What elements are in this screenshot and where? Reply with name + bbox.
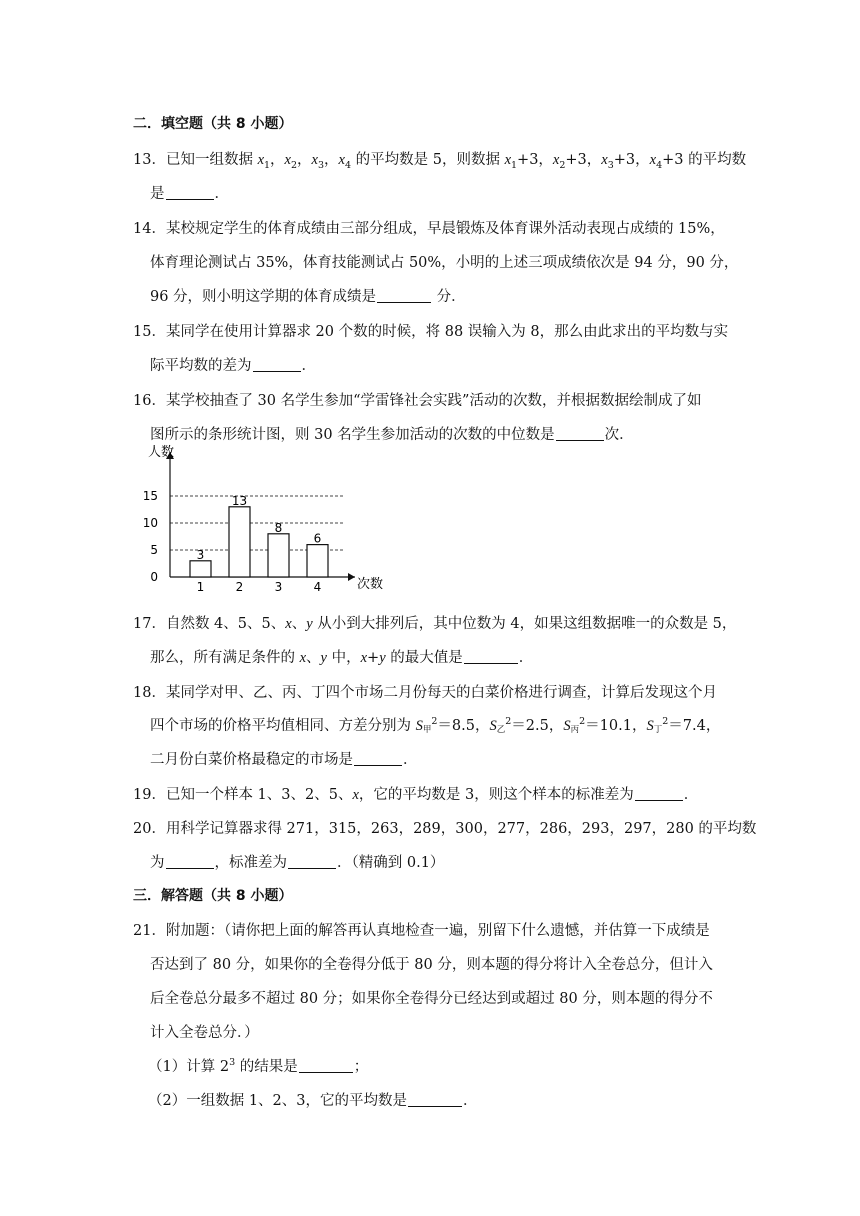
var-x: x	[284, 152, 291, 168]
question-13	[133, 148, 747, 171]
q17-text: 17．自然数 4、5、5、	[133, 616, 286, 632]
q16-text: 图所示的条形统计图，则 30 名学生参加活动的次数的中位数是	[150, 427, 555, 443]
section-heading-answer: 三．解答题（共 8 小题）	[133, 888, 293, 904]
var-x: x	[338, 152, 345, 168]
var-x: x	[257, 152, 264, 168]
section-heading-fill-in: 二．填空题（共 8 小题）	[133, 116, 293, 132]
answer-blank[interactable]	[166, 185, 214, 201]
q16-text: 次．	[604, 427, 634, 443]
bar-chart	[140, 440, 400, 600]
q18-text: 二月份白菜价格最稳定的市场是	[150, 752, 353, 768]
var-x: x	[504, 152, 511, 168]
question-21-part2	[148, 1089, 748, 1110]
q13-text: 是	[150, 186, 165, 202]
bar-value-label: 8	[274, 520, 283, 535]
variance-value: ＝7.4，	[668, 718, 721, 734]
period: ．	[683, 787, 699, 803]
q13-text: 已知一组数据	[165, 152, 258, 168]
question-20-line2	[150, 851, 750, 872]
question-13-line2	[150, 182, 750, 203]
var-y: y	[320, 650, 327, 666]
variance-value: ＝8.5，	[437, 718, 490, 734]
question-21-line3: 后全卷总分最多不超过 80 分；如果你全卷得分已经达到或超过 80 分，则本题的得分不	[150, 991, 713, 1007]
subscript: 4	[656, 159, 663, 171]
bar-value-label: 6	[313, 531, 322, 546]
answer-blank[interactable]	[377, 288, 431, 304]
question-18-line3	[150, 748, 750, 769]
var-x: x	[285, 616, 292, 632]
var-x: x	[601, 152, 608, 168]
subscript-bing: 丙	[570, 725, 580, 735]
var-y: y	[379, 650, 386, 666]
question-14-line3	[150, 285, 750, 306]
answer-blank[interactable]	[253, 357, 301, 373]
q14-text: 96 分，则小明这学期的体育成绩是	[150, 289, 377, 305]
question-17-line2	[150, 646, 750, 667]
q20-text: ．（精确到 0.1）	[337, 855, 445, 871]
subscript: 3	[607, 159, 614, 171]
y-tick-label: 0	[150, 570, 158, 584]
question-14-line2: 体育理论测试占 35%，体育技能测试占 50%，小明的上述三项成绩依次是 94 分，90 分，	[150, 255, 739, 271]
plus-three: +3	[565, 152, 587, 168]
plus-three: +3	[662, 152, 684, 168]
answer-blank-stddev[interactable]	[288, 854, 336, 870]
question-15-line2	[150, 354, 750, 375]
answer-blank[interactable]	[408, 1092, 462, 1108]
q17-text: 那么，所有满足条件的	[150, 650, 300, 666]
question-20-line1: 20．用科学记算器求得 271，315，263，289，300，277，286，293，297，280 的平均数	[133, 821, 757, 837]
question-21-line4: 计入全卷总分．）	[150, 1025, 259, 1041]
comma: ，	[324, 152, 339, 168]
answer-blank[interactable]	[556, 426, 604, 442]
y-tick-label: 15	[142, 489, 158, 503]
answer-blank[interactable]	[354, 751, 402, 767]
q17-text: 从小到大排列后，其中位数为 4，如果这组数据唯一的众数是 5，	[312, 616, 737, 632]
subscript: 3	[317, 159, 325, 171]
comma: ，	[270, 152, 285, 168]
bar	[307, 545, 328, 577]
bar	[229, 507, 250, 577]
var-y: y	[306, 616, 313, 632]
x-axis-arrow-icon	[348, 573, 355, 581]
question-17-line1	[133, 612, 737, 633]
plus-three: +3	[517, 152, 539, 168]
plus-three: +3	[613, 152, 636, 168]
subscript-jia: 甲	[422, 725, 432, 735]
var-x: x	[352, 787, 359, 803]
subscript: 2	[290, 159, 298, 171]
variance-value: ＝2.5，	[511, 718, 564, 734]
x-axis-label: 次数	[357, 577, 384, 592]
plus-sign: +	[367, 650, 380, 666]
comma: ，	[538, 152, 553, 168]
period: ．	[463, 1093, 478, 1109]
answer-blank[interactable]	[635, 786, 683, 802]
x-tick-label: 4	[313, 580, 322, 594]
question-15-line1: 15．某同学在使用计算器求 20 个数的时候，将 88 误输入为 8，那么由此求出的平均数与实	[133, 324, 729, 340]
q21-text: （2）一组数据 1、2、3，它的平均数是	[148, 1093, 408, 1109]
x-tick-label: 3	[274, 580, 283, 594]
superscript: 2	[579, 716, 586, 728]
superscript: 2	[431, 716, 438, 728]
bar	[268, 534, 289, 577]
superscript: 2	[505, 716, 512, 728]
bar-value-label: 13	[231, 493, 248, 508]
q21-text: 的结果是	[235, 1059, 298, 1075]
q20-text: 为	[150, 855, 165, 871]
bar	[190, 561, 211, 577]
question-19	[133, 783, 733, 804]
subscript-ding: 丁	[653, 725, 663, 735]
separator: 、	[306, 650, 321, 666]
comma: ，	[297, 152, 312, 168]
subscript-yi: 乙	[496, 725, 506, 735]
var-x: x	[552, 152, 560, 168]
question-21-part1	[148, 1055, 748, 1076]
period: ．	[214, 186, 229, 202]
var-s: S	[646, 718, 654, 734]
semicolon: ；	[353, 1059, 369, 1075]
period: ．	[301, 358, 316, 374]
question-14-line1: 14．某校规定学生的体育成绩由三部分组成，早晨锻炼及体育课外活动表现占成绩的 15%，	[133, 221, 725, 237]
var-s: S	[489, 718, 497, 734]
period: ．	[518, 650, 534, 666]
q18-text: 四个市场的价格平均值相同、方差分别为	[150, 718, 416, 734]
x-tick-label: 2	[235, 580, 244, 594]
q13-text: 的平均数	[683, 152, 747, 168]
y-axis-label: 人数	[148, 445, 175, 460]
question-16-line1: 16．某学校抽查了 30 名学生参加“学雷锋社会实践”活动的次数，并根据数据绘制成了如	[133, 393, 702, 409]
question-21-line2: 否达到了 80 分，如果你的全卷得分低于 80 分，则本题的得分将计入全卷总分，但计入	[150, 957, 713, 973]
bar-value-label: 3	[196, 547, 205, 562]
answer-blank-mean[interactable]	[166, 854, 214, 870]
q21-text: （1）计算 2	[148, 1059, 230, 1075]
q13-number: 13．	[133, 152, 166, 168]
question-21-line1: 21．附加题：（请你把上面的解答再认真地检查一遍，别留下什么遗憾，并估算一下成绩是	[133, 923, 710, 939]
subscript: 2	[559, 159, 566, 171]
period: ．	[403, 752, 418, 768]
q14-text: 分．	[432, 289, 466, 305]
var-x: x	[299, 650, 307, 666]
comma: ，	[635, 152, 650, 168]
var-x: x	[649, 152, 657, 168]
var-s: S	[415, 718, 423, 734]
var-x: x	[360, 650, 368, 666]
subscript: 1	[511, 159, 518, 171]
superscript: 2	[662, 716, 669, 728]
var-s: S	[563, 718, 571, 734]
q19-text: ，它的平均数是 3，则这个样本的标准差为	[358, 787, 634, 803]
subscript: 1	[264, 159, 271, 171]
q17-text: 中，	[326, 650, 361, 666]
separator: 、	[291, 616, 307, 632]
q19-text: 19．已知一个样本 1、3、2、5、	[133, 787, 353, 803]
q13-text: 的平均数是 5，则数据	[351, 152, 505, 168]
y-tick-label: 5	[150, 543, 158, 557]
var-x: x	[311, 152, 318, 168]
q15-text: 际平均数的差为	[150, 358, 252, 374]
question-18-line2	[150, 714, 750, 735]
x-tick-label: 1	[196, 580, 205, 594]
variance-value: ＝10.1，	[585, 718, 647, 734]
y-tick-label: 10	[142, 516, 158, 530]
q17-text: 的最大值是	[385, 650, 463, 666]
comma: ，	[586, 152, 602, 168]
answer-blank[interactable]	[299, 1058, 353, 1074]
question-18-line1: 18．某同学对甲、乙、丙、丁四个市场二月份每天的白菜价格进行调查，计算后发现这个月	[133, 685, 717, 701]
answer-blank[interactable]	[464, 649, 518, 665]
q20-text: ，标准差为	[214, 855, 287, 871]
exponent: 3	[229, 1057, 236, 1069]
subscript: 4	[344, 159, 351, 171]
